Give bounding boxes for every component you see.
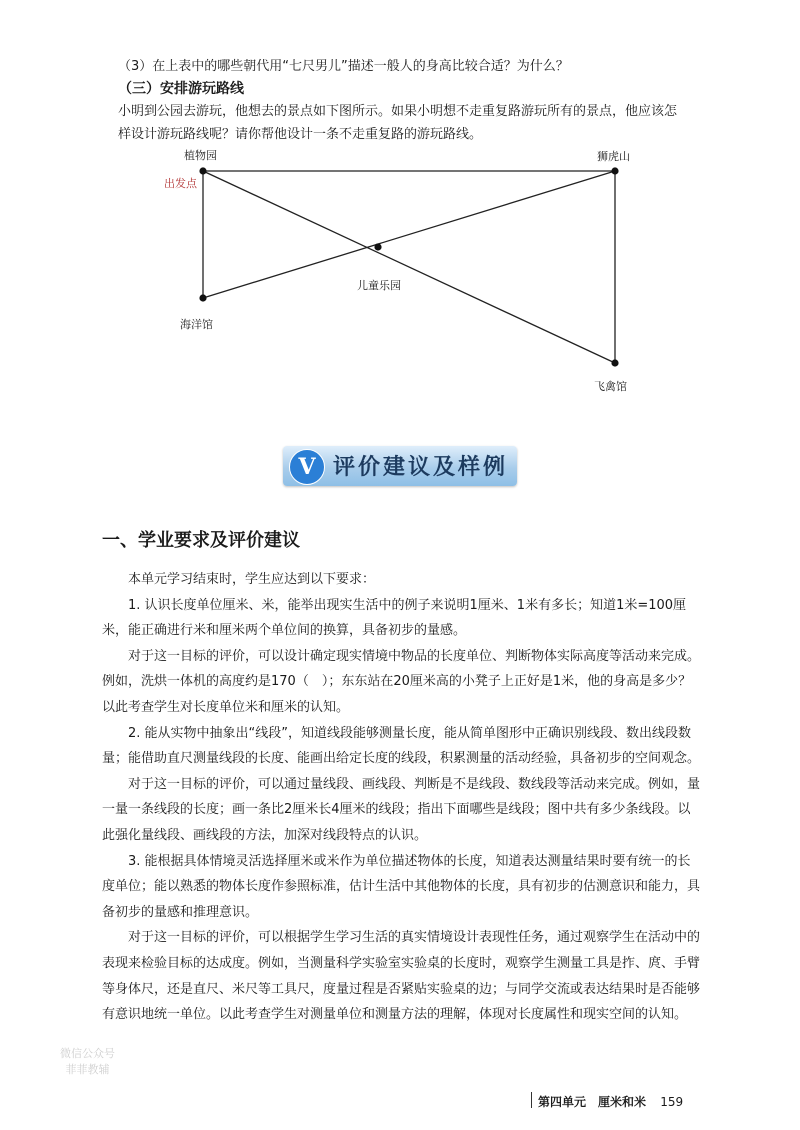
label-start: 出发点	[164, 177, 197, 190]
question-3: （3）在上表中的哪些朝代用“七尺男儿”描述一般人的身高比较合适？为什么？	[118, 59, 569, 74]
roman-numeral-badge: V	[289, 449, 325, 485]
watermark-line-1: 微信公众号	[60, 1047, 115, 1060]
label-ocean: 海洋馆	[180, 318, 213, 331]
park-route-diagram	[0, 0, 800, 400]
section-banner	[283, 446, 517, 486]
paragraph: 3. 能根据具体情境灵活选择厘米或米作为单位描述物体的长度，知道表达测量结果时要有统一的长度单位；能以熟悉的物体长度作参照标准，估计生活中其他物体的长度，具有初步的估测意识和能力，具备初步的量感和推理意识。	[102, 853, 701, 920]
label-aviary: 飞禽馆	[594, 380, 627, 393]
banner-title: 评价建议及样例	[333, 454, 509, 480]
watermark	[60, 1046, 115, 1078]
paragraph: 对于这一目标的评价，可以设计确定现实情境中物品的长度单位、判断物体实际高度等活动来完成。例如，洗烘一体机的高度约是170（ ）；东东站在20厘米高的小凳子上正好是1米，他的身高是多少？以此考查学生对长度单位米和厘米的认知。	[102, 648, 701, 715]
node-botanical	[199, 167, 206, 174]
paragraph: 对于这一目标的评价，可以根据学生学习生活的真实情境设计表现性任务，通过观察学生在活动中的表现来检验目标的达成度。例如，当测量科学实验室实验桌的长度时，观察学生测量工具是拃、庹、手臂等身体尺，还是直尺、米尺等工具尺，度量过程是否紧贴实验桌的边；与同学交流或表达结果时是否能够有意识地统一单位。以此考查学生对测量单位和测量方法的理解，体现对长度属性和现实空间的认知。	[102, 930, 701, 1023]
paragraph: 对于这一目标的评价，可以通过量线段、画线段、判断是不是线段、数线段等活动来完成。例如，量一量一条线段的长度；画一条比2厘米长4厘米的线段；指出下面哪些是线段；图中共有多少条线段。以此强化量线段、画线段的方法，加深对线段特点的认识。	[102, 776, 701, 843]
edge-lionhill-ocean	[203, 171, 615, 298]
part-1-body	[102, 567, 702, 1028]
edge-botanical-aviary	[203, 171, 615, 363]
node-aviary	[611, 359, 618, 366]
paragraph: 2. 能从实物中抽象出“线段”，知道线段能够测量长度，能从简单图形中正确识别线段、数出线段数量；能借助直尺测量线段的长度、能画出给定长度的线段，积累测量的活动经验，具备初步的空间观念。	[102, 725, 701, 767]
footer-unit: 第四单元 厘米和米	[538, 1095, 647, 1109]
paragraph: 本单元学习结束时，学生应达到以下要求：	[128, 572, 376, 587]
page-number: 159	[660, 1095, 684, 1109]
label-botanical: 植物园	[184, 149, 217, 162]
node-playground	[374, 243, 381, 250]
section-3-intro: 小明到公园去游玩，他想去的景点如下图所示。如果小明想不走重复路游玩所有的景点，他应该怎样设计游玩路线呢？请你帮他设计一条不走重复路的游玩路线。	[118, 104, 678, 142]
section-3-heading: （三）安排游玩路线	[118, 81, 244, 97]
part-1-heading: 一、学业要求及评价建议	[102, 530, 300, 551]
watermark-line-2: 菲菲教辅	[65, 1063, 110, 1076]
node-ocean	[199, 294, 206, 301]
label-lionhill: 狮虎山	[597, 150, 630, 163]
node-lionhill	[611, 167, 618, 174]
paragraph: 1. 认识长度单位厘米、米，能举出现实生活中的例子来说明1厘米、1米有多长；知道1米=100厘米，能正确进行米和厘米两个单位间的换算，具备初步的量感。	[102, 597, 687, 639]
page-footer	[530, 1093, 683, 1110]
label-playground: 儿童乐园	[357, 279, 401, 292]
